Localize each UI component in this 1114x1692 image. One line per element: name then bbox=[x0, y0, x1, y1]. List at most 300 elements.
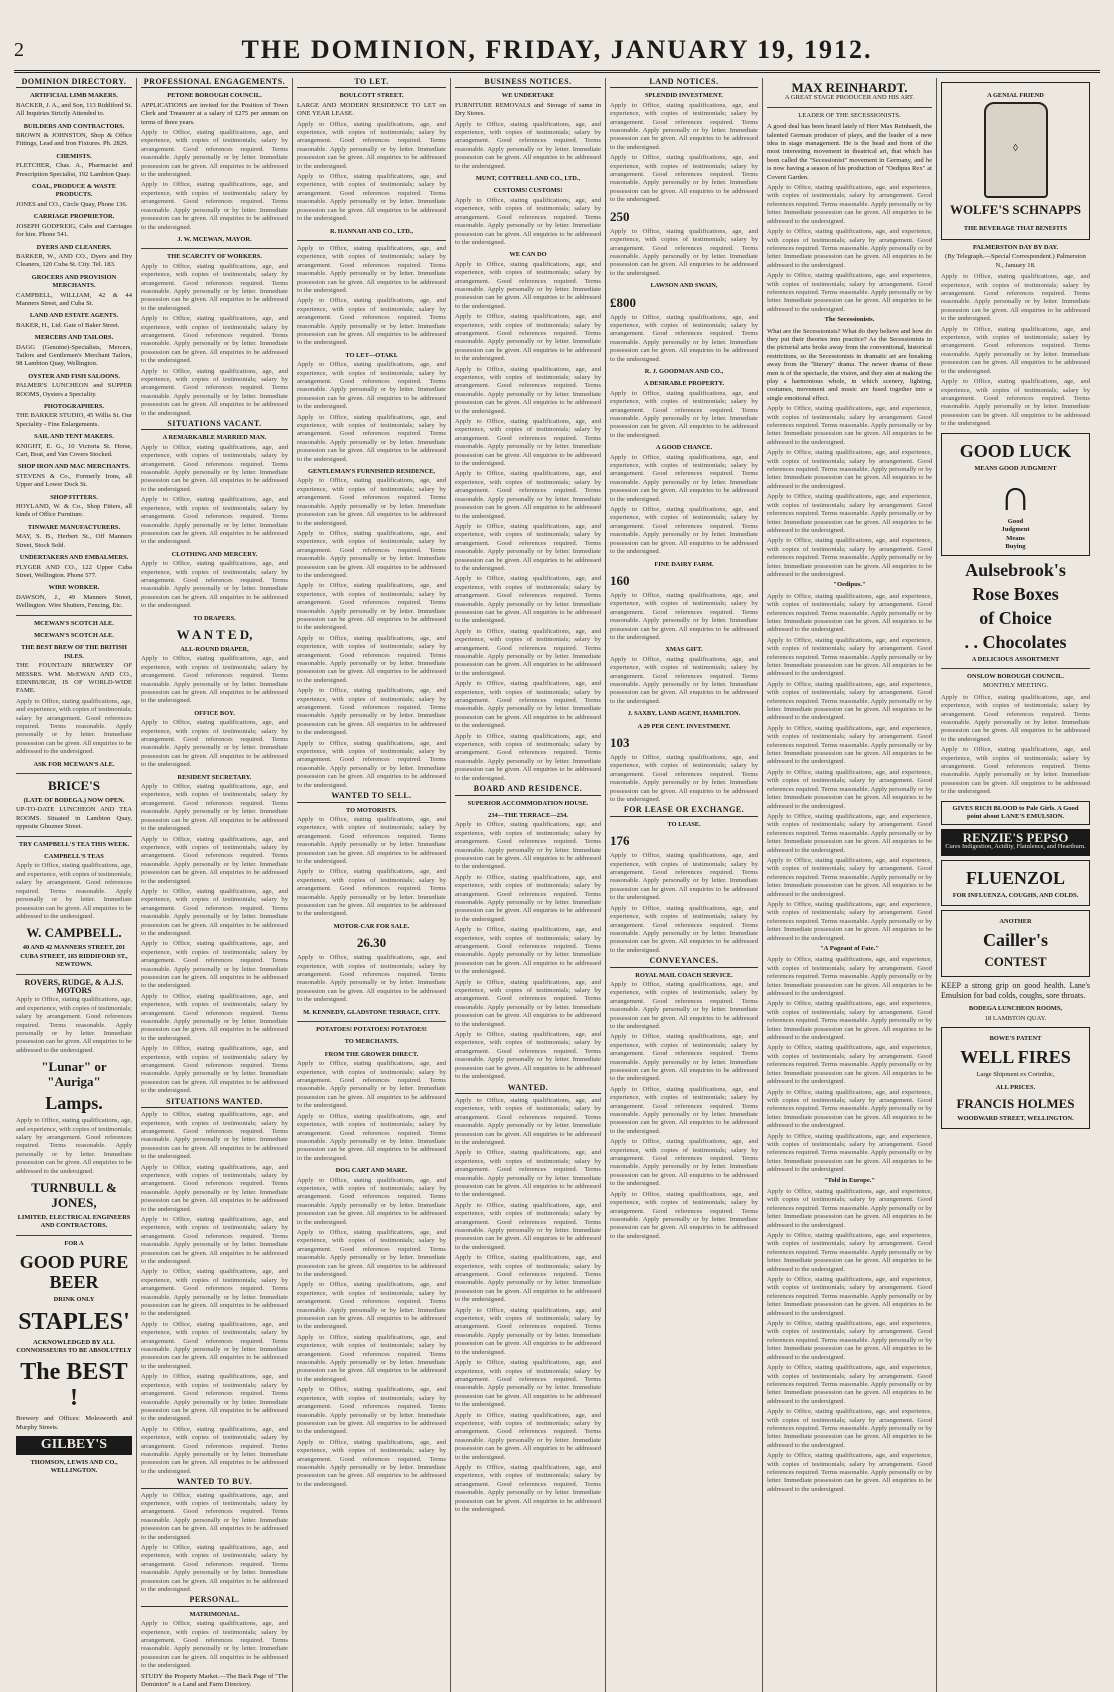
price-103: 103 bbox=[610, 735, 630, 750]
good-judgment: MEANS GOOD JUDGMENT bbox=[974, 464, 1057, 472]
large-modern: LARGE AND MODERN RESIDENCE TO LET on ONE YEAR LEASE. bbox=[297, 101, 446, 118]
column-1 bbox=[14, 78, 137, 1692]
filler-text: Apply to Office, stating qualifications, age, and experience, with copies of testimonials; salary by arrangement. Good references required. Terms reasonable. Apply personally or by letter. Immediate possession can be given. All enquiries to be addressed to the undersigned. bbox=[297, 244, 446, 294]
dog-cart: DOG CART AND MARE. bbox=[335, 1167, 408, 1175]
filler-text: Apply to Office, stating qualifications, age, and experience, with copies of testimonials; salary by arrangement. Good references required. Terms reasonable. Apply personally or by letter. Immediate possession can be given. All enquiries to be addressed to the undersigned. bbox=[455, 120, 601, 170]
column-header: WANTED TO BUY. bbox=[141, 1478, 288, 1488]
filler-text: Apply to Office, stating qualifications, age, and experience, with copies of testimonials; salary by arrangement. Good references required. Terms reasonable. Apply personally or by letter. Immediate possession can be given. All enquiries to be addressed to the undersigned. bbox=[297, 297, 446, 347]
filler-text: Apply to Office, stating qualifications, age, and experience, with copies of testimonials; salary by arrangement. Good references required. Terms reasonable. Apply personally or by letter. Immediate possession can be given. All enquiries to be addressed to the undersigned. bbox=[455, 1463, 601, 1513]
filler-text: Apply to Office, stating qualifications, age, and experience, with copies of testimonials; salary by arrangement. Good references required. Terms reasonable. Apply personally or by letter. Immediate possession can be given. All enquiries to be addressed to the undersigned. bbox=[297, 739, 446, 789]
filler-text: Apply to Office, stating qualifications, age, and experience, with copies of testimonials; salary by arrangement. Good references required. Terms reasonable. Apply personally or by letter. Immediate possession can be given. All enquiries to be addressed to the undersigned. bbox=[767, 956, 932, 998]
article-body: What are the Secessionists? What do they believe and how do they put their theories into practice? As the Secessionists in the pictorial arts broke away from the conventional, historical restrictions, so the Secessionists in dramatic art are breaking away from the "literary" drama. The newer drama of these men is of the spectacle, the vision, and they aim at making the play a harmonious whole, in which scenery, lighting, costumes, movement and music are fused together into a single emotional effect. bbox=[767, 327, 932, 402]
filler-text: Apply to Office, stating qualifications, age, and experience, with copies of testimonials; salary by arrangement. Good references required. Terms reasonable. Apply personally or by letter. Immediate possession can be given. All enquiries to be addressed to the undersigned. bbox=[141, 1425, 288, 1475]
directory-entry: KNIGHT, E. G., 10 Victoria St. Horse, Cart, Boat, and Van Covers Stocked. bbox=[16, 442, 132, 459]
filler-text: Apply to Office, stating qualifications, age, and experience, with copies of testimonials; salary by arrangement. Good references required. Terms reasonable. Apply personally or by letter. Immediate possession can be given. All enquiries to be addressed to the undersigned. bbox=[455, 627, 601, 677]
signed: J. W. MCEWAN, MAYOR. bbox=[177, 235, 252, 243]
wolfes-schnapps-ad bbox=[941, 82, 1090, 240]
directory-heading: LAND AND ESTATE AGENTS. bbox=[29, 312, 119, 320]
wcampbell: W. CAMPBELL. bbox=[26, 925, 122, 941]
mcewan-heading: MCEWAN'S SCOTCH ALE. bbox=[34, 631, 114, 639]
keep-grip: KEEP a strong grip on good health. Lane's Emulsion for bad colds, coughs, sore throats. bbox=[941, 981, 1090, 1001]
furniture: FURNITURE REMOVALS and Storage of same in Dry Stores. bbox=[455, 101, 601, 118]
filler-text: Apply to Office, stating qualifications, age, and experience, with copies of testimonials; salary by arrangement. Good references required. Terms reasonable. Apply personally or by letter. Immediate possession can be given. All enquiries to be addressed to the undersigned. bbox=[610, 227, 758, 277]
filler-text: Apply to Office, stating qualifications, age, and experience, with copies of testimonials; salary by arrangement. Good references required. Terms reasonable. Apply personally or by letter. Immediate possession can be given. All enquiries to be addressed to the undersigned. bbox=[455, 1411, 601, 1461]
filler-text: Apply to Office, stating qualifications, age, and experience, with copies of testimonials; salary by arrangement. Good references required. Terms reasonable. Apply personally or by letter. Immediate possession can be given. All enquiries to be addressed to the undersigned. bbox=[297, 1228, 446, 1278]
rovers-heading: ROVERS, RUDGE, & A.J.S. MOTORS bbox=[24, 977, 124, 995]
directory-heading: WIRE WORKER. bbox=[48, 584, 100, 592]
column-header: PERSONAL. bbox=[141, 1596, 288, 1606]
good: Good bbox=[1007, 517, 1024, 525]
cailler: Cailler's bbox=[983, 930, 1048, 951]
article-secessionists: The Secessionists. bbox=[824, 316, 875, 324]
wanted: W A N T E D, bbox=[176, 626, 253, 642]
filler-text: Apply to Office, stating qualifications, age, and experience, with copies of testimonials; salary by arrangement. Good references required. Terms reasonable. Apply personally or by letter. Immediate possession can be given. All enquiries to be addressed to the undersigned. bbox=[941, 378, 1090, 428]
filler-text: Apply to Office, stating qualifications, age, and experience, with copies of testimonials; salary by arrangement. Good references required. Terms reasonable. Apply personally or by letter. Immediate possession can be given. All enquiries to be addressed to the undersigned. bbox=[941, 746, 1090, 796]
price-176: 176 bbox=[610, 833, 630, 849]
petone-body: APPLICATIONS are invited for the Position of Town Clerk and Treasurer at a salary of £275 per annum on terms of three years. bbox=[141, 101, 288, 126]
filler-text: Apply to Office, stating qualifications, age, and experience, with copies of testimonials; salary by arrangement. Good references required. Terms reasonable. Apply personally or by letter. Immediate possession can be given. All enquiries to be addressed to the undersigned. bbox=[767, 228, 932, 269]
article-intro: A good deal has been heard lately of Herr Max Reinhardt, the talented German producer of plays, and the leader of a new idea in stage management. He is the head and front of the most interesting movement in theatrical art, that which has been called the "Secessionist" movement in Germany, and he is now having a season of his production of "Oedipus Rex" at Covent Garden. bbox=[767, 123, 932, 181]
column-header: FOR LEASE OR EXCHANGE. bbox=[610, 806, 758, 816]
article-told-europe: "Told in Europe." bbox=[823, 1176, 876, 1184]
filler-text: Apply to Office, stating qualifications, age, and experience, with copies of testimonials; salary by arrangement. Good references required. Terms reasonable. Apply personally or by letter. Immediate possession can be given. All enquiries to be addressed to the undersigned. bbox=[141, 887, 288, 937]
wolfes-name: WOLFE'S SCHNAPPS bbox=[949, 201, 1082, 217]
filler-text: Apply to Office, stating qualifications, age, and experience, with copies of testimonials; salary by arrangement. Good references required. Terms reasonable. Apply personally or by letter. Immediate possession can be given. All enquiries to be addressed to the undersigned. bbox=[767, 680, 932, 722]
filler-text: Apply to Office, stating qualifications, age, and experience, with copies of testimonials; salary by arrangement. Good references required. Terms reasonable. Apply personally or by letter. Immediate possession can be given. All enquiries to be addressed to the undersigned. bbox=[141, 1215, 288, 1265]
filler-text: Apply to Office, stating qualifications, age, and experience, with copies of testimonials; salary by arrangement. Good references required. Terms reasonable. Apply personally or by letter. Immediate possession can be given. All enquiries to be addressed to the undersigned. bbox=[767, 812, 932, 854]
large-shipment: Large Shipment ex Corinthic, bbox=[976, 1071, 1055, 1079]
filler-text: Apply to Office, stating qualifications, age, and experience, with copies of testimonials; salary by arrangement. Good references required. Terms reasonable. Apply personally or by letter. Immediate possession can be given. All enquiries to be addressed to the undersigned. bbox=[767, 184, 932, 225]
well-fires: WELL FIRES bbox=[960, 1047, 1071, 1068]
filler-text: Apply to Office, stating qualifications, age, and experience, with copies of testimonials; salary by arrangement. Good references required. Terms reasonable. Apply personally or by letter. Immediate possession can be given. All enquiries to be addressed to the undersigned. bbox=[16, 996, 132, 1054]
article-leader: LEADER OF THE SECESSIONISTS. bbox=[798, 111, 901, 119]
all-round: ALL-ROUND DRAPER, bbox=[180, 645, 249, 653]
brices-sub: (LATE OF BODEGA.) NOW OPEN. bbox=[23, 797, 125, 805]
merchants: TO MERCHANTS. bbox=[344, 1038, 399, 1046]
filler-text: Apply to Office, stating qualifications, age, and experience, with copies of testimonials; salary by arrangement. Good references required. Terms reasonable. Apply personally or by letter. Immediate possession can be given. All enquiries to be addressed to the undersigned. bbox=[141, 315, 288, 365]
directory-entry: CAMPBELL, WILLIAM, 42 & 44 Manners Street, and Cuba St. bbox=[16, 291, 132, 307]
acknowledged: ACKNOWLEDGED BY ALL CONNOISSEURS TO BE ABSOLUTELY bbox=[16, 1338, 132, 1355]
thomson-lewis: THOMSON, LEWIS AND CO., WELLINGTON. bbox=[30, 1458, 118, 1475]
motorists: TO MOTORISTS. bbox=[346, 806, 397, 814]
palmerston-sub: (By Telegraph.—Special Correspondent.) Palmerston N., January 18. bbox=[945, 253, 1086, 269]
directory-heading: MERCERS AND TAILORS. bbox=[34, 334, 114, 342]
petone: PETONE BOROUGH COUNCIL. bbox=[167, 92, 262, 100]
aulsebrook: Aulsebrook's bbox=[965, 559, 1066, 580]
filler-text: Apply to Office, stating qualifications, age, and experience, with copies of testimonials; salary by arrangement. Good references required. Terms reasonable. Apply personally or by letter. Immediate possession can be given. All enquiries to be addressed to the undersigned. bbox=[141, 1544, 288, 1594]
directory-entry: MAY, S. B., Herbert St., Off Manners Street, Stock Sold. bbox=[16, 533, 132, 549]
column-3 bbox=[295, 78, 451, 1692]
price-2630: 26.30 bbox=[356, 935, 387, 951]
the-best: The BEST ! bbox=[20, 1359, 128, 1412]
filler-text: Apply to Office, stating qualifications, age, and experience, with copies of testimonials; salary by arrangement. Good references required. Terms reasonable. Apply personally or by letter. Immediate possession can be given. All enquiries to be addressed to the undersigned. bbox=[297, 1176, 446, 1226]
good-chance: A GOOD CHANCE. bbox=[655, 444, 713, 452]
assortment: A DELICIOUS ASSORTMENT bbox=[971, 655, 1060, 663]
filler-text: Apply to Office, stating qualifications, age, and experience, with copies of testimonials; salary by arrangement. Good references required. Terms reasonable. Apply personally or by letter. Immediate possession can be given. All enquiries to be addressed to the undersigned. bbox=[455, 1149, 601, 1199]
article-headline: MAX REINHARDT. bbox=[791, 80, 908, 95]
francis-sub: WOODWARD STREET, WELLINGTON. bbox=[957, 1115, 1074, 1123]
article-oedipus: "Oedipus." bbox=[833, 581, 866, 589]
mcewan-heading: MCEWAN'S SCOTCH ALE. bbox=[34, 619, 114, 627]
gentlemans: GENTLEMAN'S FURNISHED RESIDENCE, bbox=[308, 468, 435, 476]
directory-entry: BROWN & JOHNSTON, Shop & Office Fittings, Lead and Iron Fixtures. Ph. 2829. bbox=[16, 132, 132, 148]
staples: STAPLES' bbox=[18, 1308, 130, 1335]
filler-text: Apply to Office, stating qualifications, age, and experience, with copies of testimonials; salary by arrangement. Good references required. Terms reasonable. Apply personally or by letter. Immediate possession can be given. All enquiries to be addressed to the undersigned. bbox=[455, 522, 601, 572]
filler-text: Apply to Office, stating qualifications, age, and experience, with copies of testimonials; salary by arrangement. Good references required. Terms reasonable. Apply personally or by letter. Immediate possession can be given. All enquiries to be addressed to the undersigned. bbox=[941, 325, 1090, 375]
all-prices: ALL PRICES. bbox=[995, 1083, 1036, 1091]
filler-text: Apply to Office, stating qualifications, age, and experience, with copies of testimonials; salary by arrangement. Good references required. Terms reasonable. Apply personally or by letter. Immediate possession can be given. All enquiries to be addressed to the undersigned. bbox=[767, 900, 932, 942]
directory-heading: SAIL AND TENT MAKERS. bbox=[34, 433, 114, 441]
filler-text: Apply to Office, stating qualifications, age, and experience, with copies of testimonials; salary by arrangement. Good references required. Terms reasonable. Apply personally or by letter. Immediate possession can be given. All enquiries to be addressed to the undersigned. bbox=[297, 361, 446, 411]
filler-text: Apply to Office, stating qualifications, age, and experience, with copies of testimonials; salary by arrangement. Good references required. Terms reasonable. Apply personally or by letter. Immediate possession can be given. All enquiries to be addressed to the undersigned. bbox=[297, 173, 446, 223]
directory-entry: JONES and CO., Circle Quay, Phone 136. bbox=[16, 200, 128, 208]
filler-text: Apply to Office, stating qualifications, age, and experience, with copies of testimonials; salary by arrangement. Good references required. Terms reasonable. Apply personally or by letter. Immediate possession can be given. All enquiries to be addressed to the undersigned. bbox=[141, 1373, 288, 1423]
filler-text: Apply to Office, stating qualifications, age, and experience, with copies of testimonials; salary by arrangement. Good references required. Terms reasonable. Apply personally or by letter. Immediate possession can be given. All enquiries to be addressed to the undersigned. bbox=[767, 636, 932, 678]
filler-text: Apply to Office, stating qualifications, age, and experience, with copies of testimonials; salary by arrangement. Good references required. Terms reasonable. Apply personally or by letter. Immediate possession can be given. All enquiries to be addressed to the undersigned. bbox=[455, 196, 601, 246]
mcewan-body: THE FOUNTAIN BREWERY OF MESSRS. WM. McEWAN AND CO., EDINBURGH, IS OF WORLD-WIDE FAME. bbox=[16, 662, 132, 695]
tea-heading: TRY CAMPBELL'S TEA THIS WEEK. bbox=[18, 840, 130, 848]
column-6 bbox=[765, 78, 937, 1692]
filler-text: Apply to Office, stating qualifications, age, and experience, with copies of testimonials; salary by arrangement. Good references required. Terms reasonable. Apply personally or by letter. Immediate possession can be given. All enquiries to be addressed to the undersigned. bbox=[767, 449, 932, 490]
directory-entry: PALMER'S LUNCHEON and SUPPER ROOMS, Oysters a Speciality. bbox=[16, 382, 132, 398]
ask-for: ASK FOR MCEWAN'S ALE. bbox=[33, 760, 115, 768]
filler-text: Apply to Office, stating qualifications, age, and experience, with copies of testimonials; salary by arrangement. Good references required. Terms reasonable. Apply personally or by letter. Immediate possession can be given. All enquiries to be addressed to the undersigned. bbox=[610, 754, 758, 804]
filler-text: Apply to Office, stating qualifications, age, and experience, with copies of testimonials; salary by arrangement. Good references required. Terms reasonable. Apply personally or by letter. Immediate possession can be given. All enquiries to be addressed to the undersigned. bbox=[610, 313, 758, 363]
filler-text: Apply to Office, stating qualifications, age, and experience, with copies of testimonials; salary by arrangement. Good references required. Terms reasonable. Apply personally or by letter. Immediate possession can be given. All enquiries to be addressed to the undersigned. bbox=[141, 1111, 288, 1161]
lunar-auriga: "Lunar" or "Auriga" bbox=[41, 1059, 107, 1090]
lanes-emulsion-ad: GIVES RICH BLOOD to Pale Girls. A Good point about LANE'S EMULSION. bbox=[941, 801, 1090, 826]
filler-text: Apply to Office, stating qualifications, age, and experience, with copies of testimonials; salary by arrangement. Good references required. Terms reasonable. Apply personally or by letter. Immediate possession can be given. All enquiries to be addressed to the undersigned. bbox=[141, 1163, 288, 1213]
filler-text: Apply to Office, stating qualifications, age, and experience, with copies of testimonials; salary by arrangement. Good references required. Terms reasonable. Apply personally or by letter. Immediate possession can be given. All enquiries to be addressed to the undersigned. bbox=[767, 537, 932, 578]
filler-text: Apply to Office, stating qualifications, age, and experience, with copies of testimonials; salary by arrangement. Good references required. Terms reasonable. Apply personally or by letter. Immediate possession can be given. All enquiries to be addressed to the undersigned. bbox=[455, 260, 601, 310]
filler-text: Apply to Office, stating qualifications, age, and experience, with copies of testimonials; salary by arrangement. Good references required. Terms reasonable. Apply personally or by letter. Immediate possession can be given. All enquiries to be addressed to the undersigned. bbox=[610, 980, 758, 1030]
directory-entry: FLETCHER, Chas. A., Pharmacist and Prescription Specialist, 192 Lambton Quay. bbox=[16, 162, 132, 178]
filler-text: Apply to Office, stating qualifications, age, and experience, with copies of testimonials; salary by arrangement. Good references required. Terms reasonable. Apply personally or by letter. Immediate possession can be given. All enquiries to be addressed to the undersigned. bbox=[297, 954, 446, 1004]
filler-text: Apply to Office, stating qualifications, age, and experience, with copies of testimonials; salary by arrangement. Good references required. Terms reasonable. Apply personally or by letter. Immediate possession can be given. All enquiries to be addressed to the undersigned. bbox=[610, 1190, 758, 1240]
directory-entry: BACKER, J. A., and Son, 113 Riddiford St. All Inquiries Strictly Attended to. bbox=[16, 101, 132, 118]
we-undertake: WE UNDERTAKE bbox=[501, 92, 555, 100]
directory-heading: GROCERS AND PROVISION MERCHANTS. bbox=[31, 273, 117, 290]
splendid: SPLENDID INVESTMENT. bbox=[644, 92, 723, 100]
study-property: STUDY the Property Market.—The Back Page of "The Dominion" is a Land and Farm Directory. bbox=[141, 1672, 288, 1689]
filler-text: Apply to Office, stating qualifications, age, and experience, with copies of testimonials; salary by arrangement. Good references required. Terms reasonable. Apply personally or by letter. Immediate possession can be given. All enquiries to be addressed to the undersigned. bbox=[455, 978, 601, 1028]
filler-text: Apply to Office, stating qualifications, age, and experience, with copies of testimonials; salary by arrangement. Good references required. Terms reasonable. Apply personally or by letter. Immediate possession can be given. All enquiries to be addressed to the undersigned. bbox=[455, 1254, 601, 1304]
directory-heading: SHOP IRON AND MAC MERCHANTS. bbox=[17, 463, 131, 471]
filler-text: Apply to Office, stating qualifications, age, and experience, with copies of testimonials; salary by arrangement. Good references required. Terms reasonable. Apply personally or by letter. Immediate possession can be given. All enquiries to be addressed to the undersigned. bbox=[297, 120, 446, 170]
filler-text: Apply to Office, stating qualifications, age, and experience, with copies of testimonials; salary by arrangement. Good references required. Terms reasonable. Apply personally or by letter. Immediate possession can be given. All enquiries to be addressed to the undersigned. bbox=[141, 719, 288, 769]
price-800: £800 bbox=[610, 294, 636, 310]
bodega-sub: 18 LAMBTON QUAY. bbox=[984, 1014, 1047, 1022]
horseshoe-icon: ∩ bbox=[999, 470, 1032, 520]
directory-heading: ARTIFICIAL LIMB MAKERS. bbox=[30, 92, 118, 100]
filler-text: Apply to Office, stating qualifications, age, and experience, with copies of testimonials; salary by arrangement. Good references required. Terms reasonable. Apply personally or by letter. Immediate possession can be given. All enquiries to be addressed to the undersigned. bbox=[767, 1132, 932, 1174]
filler-text: Apply to Office, stating qualifications, age, and experience, with copies of testimonials; salary by arrangement. Good references required. Terms reasonable. Apply personally or by letter. Immediate possession can be given. All enquiries to be addressed to the undersigned. bbox=[455, 821, 601, 871]
column-4 bbox=[453, 78, 606, 1692]
directory-heading: CHEMISTS. bbox=[56, 152, 92, 160]
filler-text: Apply to Office, stating qualifications, age, and experience, with copies of testimonials; salary by arrangement. Good references required. Terms reasonable. Apply personally or by letter. Immediate possession can be given. All enquiries to be addressed to the undersigned. bbox=[297, 413, 446, 463]
turnbull-jones: TURNBULL & JONES, bbox=[31, 1180, 117, 1211]
directory-heading: TINWARE MANUFACTURERS. bbox=[27, 523, 121, 531]
filler-text: Apply to Office, stating qualifications, age, and experience, with copies of testimonials; salary by arrangement. Good references required. Terms reasonable. Apply personally or by letter. Immediate possession can be given. All enquiries to be addressed to the undersigned. bbox=[610, 904, 758, 954]
filler-text: Apply to Office, stating qualifications, age, and experience, with copies of testimonials; salary by arrangement. Good references required. Terms reasonable. Apply personally or by letter. Immediate possession can be given. All enquiries to be addressed to the undersigned. bbox=[141, 1045, 288, 1095]
bodega: BODEGA LUNCHEON ROOMS, bbox=[968, 1005, 1063, 1013]
filler-text: Apply to Office, stating qualifications, age, and experience, with copies of testimonials; salary by arrangement. Good references required. Terms reasonable. Apply personally or by letter. Immediate possession can be given. All enquiries to be addressed to the undersigned. bbox=[297, 582, 446, 632]
directory-heading: CARRIAGE PROPRIETOR. bbox=[33, 213, 115, 221]
directory-entry: DAWSON, J., 49 Manners Street, Wellington. Wire Shutters, Fencing, Etc. bbox=[16, 593, 132, 610]
filler-text: Apply to Office, stating qualifications, age, and experience, with copies of testimonials; salary by arrangement. Good references required. Terms reasonable. Apply personally or by letter. Immediate possession can be given. All enquiries to be addressed to the undersigned. bbox=[16, 1117, 132, 1175]
filler-text: Apply to Office, stating qualifications, age, and experience, with copies of testimonials; salary by arrangement. Good references required. Terms reasonable. Apply personally or by letter. Immediate possession can be given. All enquiries to be addressed to the undersigned. bbox=[141, 560, 288, 610]
filler-text: Apply to Office, stating qualifications, age, and experience, with copies of testimonials; salary by arrangement. Good references required. Terms reasonable. Apply personally or by letter. Immediate possession can be given. All enquiries to be addressed to the undersigned. bbox=[455, 418, 601, 468]
filler-text: Apply to Office, stating qualifications, age, and experience, with copies of testimonials; salary by arrangement. Good references required. Terms reasonable. Apply personally or by letter. Immediate possession can be given. All enquiries to be addressed to the undersigned. bbox=[941, 273, 1090, 323]
directory-heading: UNDERTAKERS AND EMBALMERS. bbox=[19, 554, 129, 562]
filler-text: Apply to Office, stating qualifications, age, and experience, with copies of testimonials; salary by arrangement. Good references required. Terms reasonable. Apply personally or by letter. Immediate possession can be given. All enquiries to be addressed to the undersigned. bbox=[16, 862, 132, 920]
fluenzol-ad bbox=[941, 860, 1090, 905]
filler-text: Apply to Office, stating qualifications, age, and experience, with copies of testimonials; salary by arrangement. Good references required. Terms reasonable. Apply personally or by letter. Immediate possession can be given. All enquiries to be addressed to the undersigned. bbox=[767, 1452, 932, 1493]
filler-text: Apply to Office, stating qualifications, age, and experience, with copies of testimonials; salary by arrangement. Good references required. Terms reasonable. Apply personally or by letter. Immediate possession can be given. All enquiries to be addressed to the undersigned. bbox=[16, 697, 132, 756]
directory-entry: THE BARKER STUDIO, 45 Willis St. Our Speciality - Fine Enlargements. bbox=[16, 412, 132, 428]
filler-text: Apply to Office, stating qualifications, age, and experience, with copies of testimonials; salary by arrangement. Good references required. Terms reasonable. Apply personally or by letter. Immediate possession can be given. All enquiries to be addressed to the undersigned. bbox=[455, 365, 601, 415]
scarcity: THE SCARCITY OF WORKERS. bbox=[167, 253, 262, 261]
filler-text: Apply to Office, stating qualifications, age, and experience, with copies of testimonials; salary by arrangement. Good references required. Terms reasonable. Apply personally or by letter. Immediate possession can be given. All enquiries to be addressed to the undersigned. bbox=[767, 856, 932, 898]
filler-text: Apply to Office, stating qualifications, age, and experience, with copies of testimonials; salary by arrangement. Good references required. Terms reasonable. Apply personally or by letter. Immediate possession can be given. All enquiries to be addressed to the undersigned. bbox=[767, 1320, 932, 1361]
filler-text: Apply to Office, stating qualifications, age, and experience, with copies of testimonials; salary by arrangement. Good references required. Terms reasonable. Apply personally or by letter. Immediate possession can be given. All enquiries to be addressed to the undersigned. bbox=[297, 634, 446, 684]
onslow: ONSLOW BOROUGH COUNCIL. bbox=[967, 672, 1064, 680]
another: ANOTHER bbox=[999, 917, 1032, 925]
drapers: TO DRAPERS. bbox=[193, 614, 236, 622]
of-choice: of Choice bbox=[979, 607, 1052, 628]
filler-text: Apply to Office, stating qualifications, age, and experience, with copies of testimonials; salary by arrangement. Good references required. Terms reasonable. Apply personally or by letter. Immediate possession can be given. All enquiries to be addressed to the undersigned. bbox=[767, 493, 932, 534]
brices-body: UP-TO-DATE LUNCHEON AND TEA ROOMS. Situated in Lambton Quay, opposite Ghuznee Street. bbox=[16, 806, 132, 831]
directory-entry: HOYLAND, W. & Co., Shop Fitters, all kinds of Office Furniture. bbox=[16, 503, 132, 519]
filler-text: Apply to Office, stating qualifications, age, and experience, with copies of testimonials; salary by arrangement. Good references required. Terms reasonable. Apply personally or by letter. Immediate possession can be given. All enquiries to be addressed to the undersigned. bbox=[141, 992, 288, 1042]
cailler-ad bbox=[941, 910, 1090, 977]
francis-holmes: FRANCIS HOLMES bbox=[956, 1096, 1075, 1112]
kennedy: M. KENNEDY, GLADSTONE TERRACE, CITY. bbox=[303, 1008, 440, 1016]
column-header: DOMINION DIRECTORY. bbox=[16, 78, 132, 88]
fine-dairy: FINE DAIRY FARM. bbox=[654, 560, 714, 568]
filler-text: Apply to Office, stating qualifications, age, and experience, with copies of testimonials; salary by arrangement. Good references required. Terms reasonable. Apply personally or by letter. Immediate possession can be given. All enquiries to be addressed to the undersigned. bbox=[141, 655, 288, 705]
column-header: SITUATIONS WANTED. bbox=[141, 1098, 288, 1108]
filler-text: Apply to Office, stating qualifications, age, and experience, with copies of testimonials; salary by arrangement. Good references required. Terms reasonable. Apply personally or by letter. Immediate possession can be given. All enquiries to be addressed to the undersigned. bbox=[610, 1033, 758, 1083]
filler-text: Apply to Office, stating qualifications, age, and experience, with copies of testimonials; salary by arrangement. Good references required. Terms reasonable. Apply personally or by letter. Immediate possession can be given. All enquiries to be addressed to the undersigned. bbox=[455, 575, 601, 625]
filler-text: Apply to Office, stating qualifications, age, and experience, with copies of testimonials; salary by arrangement. Good references required. Terms reasonable. Apply personally or by letter. Immediate possession can be given. All enquiries to be addressed to the undersigned. bbox=[455, 680, 601, 730]
filler-text: Apply to Office, stating qualifications, age, and experience, with copies of testimonials; salary by arrangement. Good references required. Terms reasonable. Apply personally or by letter. Immediate possession can be given. All enquiries to be addressed to the undersigned. bbox=[141, 496, 288, 546]
turnbull-sub: LIMITED, ELECTRICAL ENGINEERS AND CONTRACTORS. bbox=[17, 1214, 131, 1230]
filler-text: Apply to Office, stating qualifications, age, and experience, with copies of testimonials; salary by arrangement. Good references required. Terms reasonable. Apply personally or by letter. Immediate possession can be given. All enquiries to be addressed to the undersigned. bbox=[455, 1031, 601, 1081]
drink-only: DRINK ONLY bbox=[53, 1296, 95, 1304]
directory-entry: STEVENS & Co., Formerly Irons, all Upper and Lower Dock St. bbox=[16, 472, 132, 489]
filler-text: Apply to Office, stating qualifications, age, and experience, with copies of testimonials; salary by arrangement. Good references required. Terms reasonable. Apply personally or by letter. Immediate possession can be given. All enquiries to be addressed to the undersigned. bbox=[610, 1138, 758, 1188]
filler-text: Apply to Office, stating qualifications, age, and experience, with copies of testimonials; salary by arrangement. Good references required. Terms reasonable. Apply personally or by letter. Immediate possession can be given. All enquiries to be addressed to the undersigned. bbox=[767, 724, 932, 766]
good-pure-beer: GOOD PURE BEER bbox=[19, 1252, 129, 1293]
directory-heading: SHOP FITTERS. bbox=[50, 493, 98, 501]
good-luck: GOOD LUCK bbox=[959, 440, 1072, 461]
filler-text: Apply to Office, stating qualifications, age, and experience, with copies of testimonials; salary by arrangement. Good references required. Terms reasonable. Apply personally or by letter. Immediate possession can be given. All enquiries to be addressed to the undersigned. bbox=[455, 1201, 601, 1251]
filler-text: Apply to Office, stating qualifications, age, and experience, with copies of testimonials; salary by arrangement. Good references required. Terms reasonable. Apply personally or by letter. Immediate possession can be given. All enquiries to be addressed to the undersigned. bbox=[610, 389, 758, 439]
newspaper-title: THE DOMINION, FRIDAY, JANUARY 19, 1912. bbox=[241, 35, 873, 64]
contest: CONTEST bbox=[984, 954, 1047, 970]
renzies-sub: Cures Indigestion, Acidity, Flatulence, and Heartburn. bbox=[945, 842, 1086, 850]
filler-text: Apply to Office, stating qualifications, age, and experience, with copies of testimonials; salary by arrangement. Good references required. Terms reasonable. Apply personally or by letter. Immediate possession can be given. All enquiries to be addressed to the undersigned. bbox=[141, 367, 288, 417]
column-2 bbox=[139, 78, 293, 1692]
filler-text: Apply to Office, stating qualifications, age, and experience, with copies of testimonials; salary by arrangement. Good references required. Terms reasonable. Apply personally or by letter. Immediate possession can be given. All enquiries to be addressed to the undersigned. bbox=[767, 1000, 932, 1042]
page-number: 2 bbox=[14, 38, 24, 61]
filler-text: Apply to Office, stating qualifications, age, and experience, with copies of testimonials; salary by arrangement. Good references required. Terms reasonable. Apply personally or by letter. Immediate possession can be given. All enquiries to be addressed to the undersigned. bbox=[767, 272, 932, 313]
potatoes: POTATOES! POTATOES! POTATOES! bbox=[316, 1026, 427, 1034]
chocolates: . . Chocolates bbox=[964, 631, 1067, 652]
renzies-title: RENZIE'S PEPSO bbox=[962, 830, 1069, 846]
means: Means bbox=[1006, 534, 1025, 542]
lawson: LAWSON AND SWAIN, bbox=[650, 282, 718, 290]
filler-text: Apply to Office, stating qualifications, age, and experience, with copies of testimonials; salary by arrangement. Good references required. Terms reasonable. Apply personally or by letter. Immediate possession can be given. All enquiries to be addressed to the undersigned. bbox=[297, 477, 446, 527]
bottle-icon: ◊ bbox=[984, 102, 1048, 198]
filler-text: Apply to Office, stating qualifications, age, and experience, with copies of testimonials; salary by arrangement. Good references required. Terms reasonable. Apply personally or by letter. Immediate possession can be given. All enquiries to be addressed to the undersigned. bbox=[767, 405, 932, 446]
directory-entry: DAGG (Genuine)-Specialists, Mercers, Tailors and Gentlemen's Merchant Tailors, 98 Lambton Quay, Wellington. bbox=[16, 343, 132, 368]
lamps: Lamps. bbox=[45, 1093, 103, 1114]
column-header: WANTED TO SELL. bbox=[297, 792, 446, 802]
filler-text: Apply to Office, stating qualifications, age, and experience, with copies of testimonials; salary by arrangement. Good references required. Terms reasonable. Apply personally or by letter. Immediate possession can be given. All enquiries to be addressed to the undersigned. bbox=[141, 835, 288, 885]
hannah: R. HANNAH AND CO., LTD., bbox=[329, 227, 414, 235]
directory-heading: OYSTER AND FISH SALOONS. bbox=[28, 372, 120, 380]
customs: CUSTOMS! CUSTOMS! bbox=[493, 187, 563, 195]
filler-text: Apply to Office, stating qualifications, age, and experience, with copies of testimonials; salary by arrangement. Good references required. Terms reasonable. Apply personally or by letter. Immediate possession can be given. All enquiries to be addressed to the undersigned. bbox=[297, 815, 446, 865]
column-header: BOARD AND RESIDENCE. bbox=[455, 785, 601, 795]
brices-title: BRICE'S bbox=[47, 778, 101, 794]
filler-text: Apply to Office, stating qualifications, age, and experience, with copies of testimonials; salary by arrangement. Good references required. Terms reasonable. Apply personally or by letter. Immediate possession can be given. All enquiries to be addressed to the undersigned. bbox=[297, 529, 446, 579]
motor-car: MOTOR-CAR FOR SALE. bbox=[333, 922, 410, 930]
saxby: J. SAXBY, LAND AGENT, HAMILTON. bbox=[627, 710, 741, 718]
price-250: 250 bbox=[610, 208, 630, 224]
column-header: BUSINESS NOTICES. bbox=[455, 78, 601, 88]
for-a: FOR A bbox=[64, 1239, 84, 1247]
filler-text: Apply to Office, stating qualifications, age, and experience, with copies of testimonials; salary by arrangement. Good references required. Terms reasonable. Apply personally or by letter. Immediate possession can be given. All enquiries to be addressed to the undersigned. bbox=[610, 453, 758, 503]
wolfes-sub: THE BEVERAGE THAT BENEFITS bbox=[963, 224, 1068, 232]
filler-text: Apply to Office, stating qualifications, age, and experience, with copies of testimonials; salary by arrangement. Good references required. Terms reasonable. Apply personally or by letter. Immediate possession can be given. All enquiries to be addressed to the undersigned. bbox=[455, 313, 601, 363]
desirable: A DESIRABLE PROPERTY. bbox=[643, 380, 725, 388]
munt-cottrell: MUNT, COTTRELL AND CO., LTD., bbox=[475, 175, 581, 183]
filler-text: Apply to Office, stating qualifications, age, and experience, with copies of testimonials; salary by arrangement. Good references required. Terms reasonable. Apply personally or by letter. Immediate possession can be given. All enquiries to be addressed to the undersigned. bbox=[297, 1438, 446, 1488]
filler-text: Apply to Office, stating qualifications, age, and experience, with copies of testimonials; salary by arrangement. Good references required. Terms reasonable. Apply personally or by letter. Immediate possession can be given. All enquiries to be addressed to the undersigned. bbox=[767, 768, 932, 810]
per-cent: A 29 PER CENT. INVESTMENT. bbox=[637, 722, 731, 730]
directory-heading: COAL, PRODUCE & WASTE PRODUCTS. bbox=[31, 183, 117, 199]
filler-text: Apply to Office, stating qualifications, age, and experience, with copies of testimonials; salary by arrangement. Good references required. Terms reasonable. Apply personally or by letter. Immediate possession can be given. All enquiries to be addressed to the undersigned. bbox=[297, 1386, 446, 1436]
filler-text: Apply to Office, stating qualifications, age, and experience, with copies of testimonials; salary by arrangement. Good references required. Terms reasonable. Apply personally or by letter. Immediate possession can be given. All enquiries to be addressed to the undersigned. bbox=[455, 732, 601, 782]
monthly: MONTHLY MEETING. bbox=[982, 682, 1049, 690]
filler-text: Apply to Office, stating qualifications, age, and experience, with copies of testimonials; salary by arrangement. Good references required. Terms reasonable. Apply personally or by letter. Immediate possession can be given. All enquiries to be addressed to the undersigned. bbox=[141, 940, 288, 990]
column-5 bbox=[608, 78, 763, 1692]
filler-text: Apply to Office, stating qualifications, age, and experience, with copies of testimonials; salary by arrangement. Good references required. Terms reasonable. Apply personally or by letter. Immediate possession can be given. All enquiries to be addressed to the undersigned. bbox=[767, 592, 932, 634]
filler-text: Apply to Office, stating qualifications, age, and experience, with copies of testimonials; salary by arrangement. Good references required. Terms reasonable. Apply personally or by letter. Immediate possession can be given. All enquiries to be addressed to the undersigned. bbox=[455, 1096, 601, 1146]
buying: Buying bbox=[1005, 543, 1026, 551]
brewery: Brewery and Offices: Molesworth and Murphy Streets. bbox=[16, 1415, 132, 1431]
good-luck-ad bbox=[941, 433, 1090, 556]
remarkable: A REMARKABLE MARRIED MAN. bbox=[162, 434, 267, 442]
masthead bbox=[14, 30, 1100, 73]
filler-text: Apply to Office, stating qualifications, age, and experience, with copies of testimonials; salary by arrangement. Good references required. Terms reasonable. Apply personally or by letter. Immediate possession can be given. All enquiries to be addressed to the undersigned. bbox=[141, 1320, 288, 1370]
to-let-otaki: TO LET—OTAKI. bbox=[345, 351, 398, 359]
campbells-teas: CAMPBELL'S TEAS bbox=[44, 853, 104, 861]
matrimonial: MATRIMONIAL. bbox=[189, 1610, 240, 1618]
filler-text: Apply to Office, stating qualifications, age, and experience, with copies of testimonials; salary by arrangement. Good references required. Terms reasonable. Apply personally or by letter. Immediate possession can be given. All enquiries to be addressed to the undersigned. bbox=[297, 1333, 446, 1383]
filler-text: Apply to Office, stating qualifications, age, and experience, with copies of testimonials; salary by arrangement. Good references required. Terms reasonable. Apply personally or by letter. Immediate possession can be given. All enquiries to be addressed to the undersigned. bbox=[610, 852, 758, 902]
filler-text: Apply to Office, stating qualifications, age, and experience, with copies of testimonials; salary by arrangement. Good references required. Terms reasonable. Apply personally or by letter. Immediate possession can be given. All enquiries to be addressed to the undersigned. bbox=[610, 506, 758, 556]
filler-text: Apply to Office, stating qualifications, age, and experience, with copies of testimonials; salary by arrangement. Good references required. Terms reasonable. Apply personally or by letter. Immediate possession can be given. All enquiries to be addressed to the undersigned. bbox=[455, 1306, 601, 1356]
gilbeys-ad: GILBEY'S bbox=[16, 1436, 132, 1454]
filler-text: Apply to Office, stating qualifications, age, and experience, with copies of testimonials; salary by arrangement. Good references required. Terms reasonable. Apply personally or by letter. Immediate possession can be given. All enquiries to be addressed to the undersigned. bbox=[767, 1187, 932, 1229]
filler-text: Apply to Office, stating qualifications, age, and experience, with copies of testimonials; salary by arrangement. Good references required. Terms reasonable. Apply personally or by letter. Immediate possession can be given. All enquiries to be addressed to the undersigned. bbox=[141, 1620, 288, 1670]
filler-text: Apply to Office, stating qualifications, age, and experience, with copies of testimonials; salary by arrangement. Good references required. Terms reasonable. Apply personally or by letter. Immediate possession can be given. All enquiries to be addressed to the undersigned. bbox=[297, 1060, 446, 1110]
directory-heading: PHOTOGRAPHERS. bbox=[43, 403, 105, 410]
fluenzol-sub: FOR INFLUENZA, COUGHS, AND COLDS. bbox=[952, 892, 1079, 900]
column-header: SITUATIONS VACANT. bbox=[141, 420, 288, 430]
filler-text: Apply to Office, stating qualifications, age, and experience, with copies of testimonials; salary by arrangement. Good references required. Terms reasonable. Apply personally or by letter. Immediate possession can be given. All enquiries to be addressed to the undersigned. bbox=[610, 154, 758, 204]
filler-text: Apply to Office, stating qualifications, age, and experience, with copies of testimonials; salary by arrangement. Good references required. Terms reasonable. Apply personally or by letter. Immediate possession can be given. All enquiries to be addressed to the undersigned. bbox=[610, 591, 758, 641]
filler-text: Apply to Office, stating qualifications, age, and experience, with copies of testimonials; salary by arrangement. Good references required. Terms reasonable. Apply personally or by letter. Immediate possession can be given. All enquiries to be addressed to the undersigned. bbox=[455, 1359, 601, 1409]
filler-text: Apply to Office, stating qualifications, age, and experience, with copies of testimonials; salary by arrangement. Good references required. Terms reasonable. Apply personally or by letter. Immediate possession can be given. All enquiries to be addressed to the undersigned. bbox=[297, 1112, 446, 1162]
filler-text: Apply to Office, stating qualifications, age, and experience, with copies of testimonials; salary by arrangement. Good references required. Terms reasonable. Apply personally or by letter. Immediate possession can be given. All enquiries to be addressed to the undersigned. bbox=[767, 1276, 932, 1317]
filler-text: Apply to Office, stating qualifications, age, and experience, with copies of testimonials; salary by arrangement. Good references required. Terms reasonable. Apply personally or by letter. Immediate possession can be given. All enquiries to be addressed to the undersigned. bbox=[141, 129, 288, 179]
bowes: BOWE'S PATENT bbox=[989, 1034, 1042, 1042]
filler-text: Apply to Office, stating qualifications, age, and experience, with copies of testimonials; salary by arrangement. Good references required. Terms reasonable. Apply personally or by letter. Immediate possession can be given. All enquiries to be addressed to the undersigned. bbox=[455, 926, 601, 976]
filler-text: Apply to Office, stating qualifications, age, and experience, with copies of testimonials; salary by arrangement. Good references required. Terms reasonable. Apply personally or by letter. Immediate possession can be given. All enquiries to be addressed to the undersigned. bbox=[455, 873, 601, 923]
to-lease: TO LEASE. bbox=[667, 820, 701, 828]
terrace: 234—THE TERRACE—234. bbox=[488, 811, 568, 819]
directory-entry: FLYGER AND CO., 122 Upper Cuba Street, Wellington. Phone 577. bbox=[16, 563, 132, 579]
wcampbell-address: 40 AND 42 MANNERS STREET, 201 CUBA STREET, 183 RIDDIFORD ST., NEWTOWN. bbox=[20, 944, 128, 969]
rose-boxes: Rose Boxes bbox=[972, 583, 1059, 604]
grower: FROM THE GROWER DIRECT. bbox=[324, 1050, 419, 1058]
filler-text: Apply to Office, stating qualifications, age, and experience, with copies of testimonials; salary by arrangement. Good references required. Terms reasonable. Apply personally or by letter. Immediate possession can be given. All enquiries to be addressed to the undersigned. bbox=[610, 1085, 758, 1135]
filler-text: Apply to Office, stating qualifications, age, and experience, with copies of testimonials; salary by arrangement. Good references required. Terms reasonable. Apply personally or by letter. Immediate possession can be given. All enquiries to be addressed to the undersigned. bbox=[941, 693, 1090, 743]
filler-text: Apply to Office, stating qualifications, age, and experience, with copies of testimonials; salary by arrangement. Good references required. Terms reasonable. Apply personally or by letter. Immediate possession can be given. All enquiries to be addressed to the undersigned. bbox=[297, 868, 446, 918]
filler-text: Apply to Office, stating qualifications, age, and experience, with copies of testimonials; salary by arrangement. Good references required. Terms reasonable. Apply personally or by letter. Immediate possession can be given. All enquiries to be addressed to the undersigned. bbox=[141, 783, 288, 833]
column-header: CONVEYANCES. bbox=[610, 957, 758, 967]
filler-text: Apply to Office, stating qualifications, age, and experience, with copies of testimonials; salary by arrangement. Good references required. Terms reasonable. Apply personally or by letter. Immediate possession can be given. All enquiries to be addressed to the undersigned. bbox=[767, 1088, 932, 1130]
filler-text: Apply to Office, stating qualifications, age, and experience, with copies of testimonials; salary by arrangement. Good references required. Terms reasonable. Apply personally or by letter. Immediate possession can be given. All enquiries to be addressed to the undersigned. bbox=[141, 1491, 288, 1541]
filler-text: Apply to Office, stating qualifications, age, and experience, with copies of testimonials; salary by arrangement. Good references required. Terms reasonable. Apply personally or by letter. Immediate possession can be given. All enquiries to be addressed to the undersigned. bbox=[141, 181, 288, 231]
xmas-gift: XMAS GIFT. bbox=[665, 646, 703, 654]
directory-entry: BARKER, W., AND CO., Dyers and Dry Cleaners, 120 Cuba St. City. Tel. 183. bbox=[16, 252, 132, 269]
columns bbox=[14, 77, 1100, 1689]
filler-text: Apply to Office, stating qualifications, age, and experience, with copies of testimonials; salary by arrangement. Good references required. Terms reasonable. Apply personally or by letter. Immediate possession can be given. All enquiries to be addressed to the undersigned. bbox=[610, 101, 758, 151]
column-header: PROFESSIONAL ENGAGEMENTS. bbox=[141, 78, 288, 88]
filler-text: Apply to Office, stating qualifications, age, and experience, with copies of testimonials; salary by arrangement. Good references required. Terms reasonable. Apply personally or by letter. Immediate possession can be given. All enquiries to be addressed to the undersigned. bbox=[297, 1281, 446, 1331]
filler-text: Apply to Office, stating qualifications, age, and experience, with copies of testimonials; salary by arrangement. Good references required. Terms reasonable. Apply personally or by letter. Immediate possession can be given. All enquiries to be addressed to the undersigned. bbox=[767, 1232, 932, 1273]
price-160: 160 bbox=[610, 572, 630, 588]
clothing: CLOTHING AND MERCERY. bbox=[171, 550, 258, 558]
fluenzol-title: FLUENZOL bbox=[965, 868, 1066, 889]
column-header: WANTED. bbox=[455, 1084, 601, 1094]
directory-heading: DYERS AND CLEANERS. bbox=[36, 243, 112, 251]
goodman: R. J. GOODMAN AND CO., bbox=[644, 367, 724, 375]
judgment: Judgment bbox=[1001, 526, 1030, 534]
directory-list bbox=[16, 92, 132, 610]
column-7 bbox=[939, 78, 1094, 1692]
filler-text: Apply to Office, stating qualifications, age, and experience, with copies of testimonials; salary by arrangement. Good references required. Terms reasonable. Apply personally or by letter. Immediate possession can be given. All enquiries to be addressed to the undersigned. bbox=[610, 655, 758, 705]
directory-entry: BAKER, H., Ltd. Gate of Baker Street. bbox=[16, 321, 120, 329]
wolfes-tagline: A GENIAL FRIEND bbox=[987, 92, 1044, 100]
best-brew: THE BEST BREW OF THE BRITISH ISLES. bbox=[21, 644, 127, 660]
filler-text: Apply to Office, stating qualifications, age, and experience, with copies of testimonials; salary by arrangement. Good references required. Terms reasonable. Apply personally or by letter. Immediate possession can be given. All enquiries to be addressed to the undersigned. bbox=[141, 262, 288, 312]
column-header: LAND NOTICES. bbox=[610, 78, 758, 88]
well-fires-ad bbox=[941, 1027, 1090, 1129]
filler-text: Apply to Office, stating qualifications, age, and experience, with copies of testimonials; salary by arrangement. Good references required. Terms reasonable. Apply personally or by letter. Immediate possession can be given. All enquiries to be addressed to the undersigned. bbox=[455, 470, 601, 520]
filler-text: Apply to Office, stating qualifications, age, and experience, with copies of testimonials; salary by arrangement. Good references required. Terms reasonable. Apply personally or by letter. Immediate possession can be given. All enquiries to be addressed to the undersigned. bbox=[767, 1364, 932, 1405]
directory-heading: BUILDERS AND CONTRACTORS. bbox=[23, 122, 125, 130]
palmerston: PALMERSTON DAY BY DAY. bbox=[972, 244, 1059, 251]
filler-text: Apply to Office, stating qualifications, age, and experience, with copies of testimonials; salary by arrangement. Good references required. Terms reasonable. Apply personally or by letter. Immediate possession can be given. All enquiries to be addressed to the undersigned. bbox=[141, 443, 288, 493]
royal-mail: ROYAL MAIL COACH SERVICE. bbox=[635, 971, 733, 979]
